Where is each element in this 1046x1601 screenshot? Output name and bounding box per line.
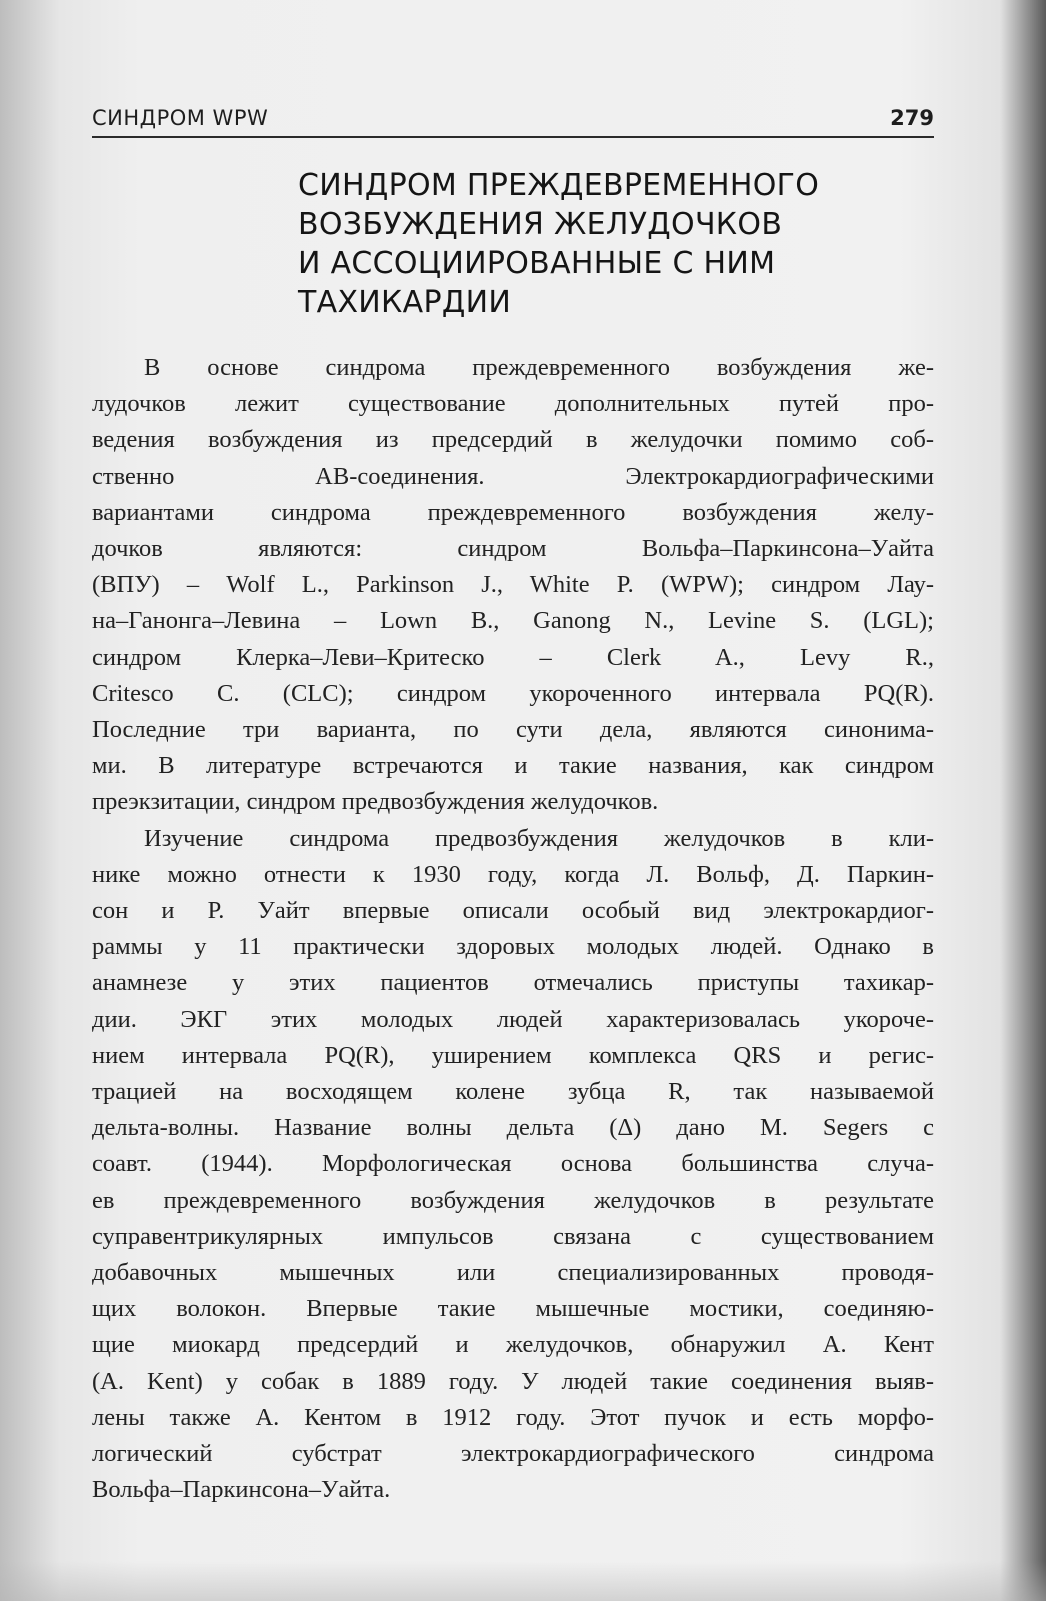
text-line: Critesco C. (CLC); синдром укороченного интервала PQ(R). <box>92 679 934 707</box>
text-line: на–Ганонга–Левина – Lown B., Ganong N., Levine S. (LGL); <box>92 607 934 635</box>
text-line: ственно АВ-соединения. Электрокардиографическими <box>92 462 934 490</box>
text-line: трацией на восходящем колене зубца R, так называемой <box>92 1078 934 1106</box>
chapter-title <box>298 166 918 322</box>
text-line: В основе синдрома преждевременного возбуждения же- <box>144 354 934 381</box>
page-number: 279 <box>890 106 934 130</box>
chapter-title-line: И АССОЦИИРОВАННЫЕ С НИМ <box>298 246 776 281</box>
text-line: сон и Р. Уайт впервые описали особый вид электрокардиог- <box>92 897 934 925</box>
text-line: соавт. (1944). Морфологическая основа большинства случа- <box>92 1150 934 1178</box>
text-line: суправентрикулярных импульсов связана с существованием <box>92 1222 934 1250</box>
text-line: нике можно отнести к 1930 году, когда Л. Вольф, Д. Паркин- <box>92 860 934 888</box>
text-line: преэкзитации, синдром предвозбуждения желудочков. <box>92 788 659 816</box>
text-line: дочков являются: синдром Вольфа–Паркинсона–Уайта <box>92 535 934 563</box>
text-line: лудочков лежит существование дополнительных путей про- <box>92 390 934 418</box>
text-line: раммы у 11 практически здоровых молодых людей. Однако в <box>92 933 934 961</box>
paragraph-2 <box>92 821 934 1509</box>
text-line: вариантами синдрома преждевременного возбуждения желу- <box>92 498 934 526</box>
text-line: Последние три варианта, по сути дела, являются синонима- <box>92 716 934 744</box>
text-line: анамнезе у этих пациентов отмечались приступы тахикар- <box>92 969 934 997</box>
text-line: синдром Клерка–Леви–Критеско – Clerk A., Levy R., <box>92 643 934 671</box>
text-line: (A. Kent) у собак в 1889 году. У людей такие соединения выяв- <box>92 1367 934 1395</box>
text-line: щие миокард предсердий и желудочков, обнаружил А. Кент <box>92 1331 934 1359</box>
chapter-title-line: СИНДРОМ ПРЕЖДЕВРЕМЕННОГО <box>298 168 820 203</box>
text-line: нием интервала PQ(R), уширением комплекса QRS и регис- <box>92 1041 934 1069</box>
body-text <box>92 350 934 1509</box>
text-line: добавочных мышечных или специализированных проводя- <box>92 1259 934 1287</box>
scan-shadow <box>0 1561 1046 1601</box>
text-line: ми. В литературе встречаются и такие названия, как синдром <box>92 752 934 780</box>
text-line: ев преждевременного возбуждения желудочков в результате <box>92 1186 934 1214</box>
paragraph-1 <box>92 350 934 821</box>
running-title: СИНДРОМ WPW <box>92 106 269 130</box>
chapter-title-line: ТАХИКАРДИИ <box>298 285 512 320</box>
chapter-title-line: ВОЗБУЖДЕНИЯ ЖЕЛУДОЧКОВ <box>298 207 783 242</box>
text-line: щих волокон. Впервые такие мышечные мостики, соединяю- <box>92 1295 934 1323</box>
text-line: (ВПУ) – Wolf L., Parkinson J., White P. (WPW); синдром Лау- <box>92 571 934 599</box>
text-line: Вольфа–Паркинсона–Уайта. <box>92 1476 391 1504</box>
text-line: ведения возбуждения из предсердий в желудочки помимо соб- <box>92 426 934 454</box>
text-line: дельта-волны. Название волны дельта (Δ) дано M. Segers с <box>92 1114 934 1142</box>
text-line: лены также А. Кентом в 1912 году. Этот пучок и есть морфо- <box>92 1403 934 1431</box>
running-header <box>92 102 934 138</box>
text-line: дии. ЭКГ этих молодых людей характеризовалась укороче- <box>92 1005 934 1033</box>
text-line: логический субстрат электрокардиографического синдрома <box>92 1440 934 1468</box>
text-line: Изучение синдрома предвозбуждения желудочков в кли- <box>144 824 934 852</box>
